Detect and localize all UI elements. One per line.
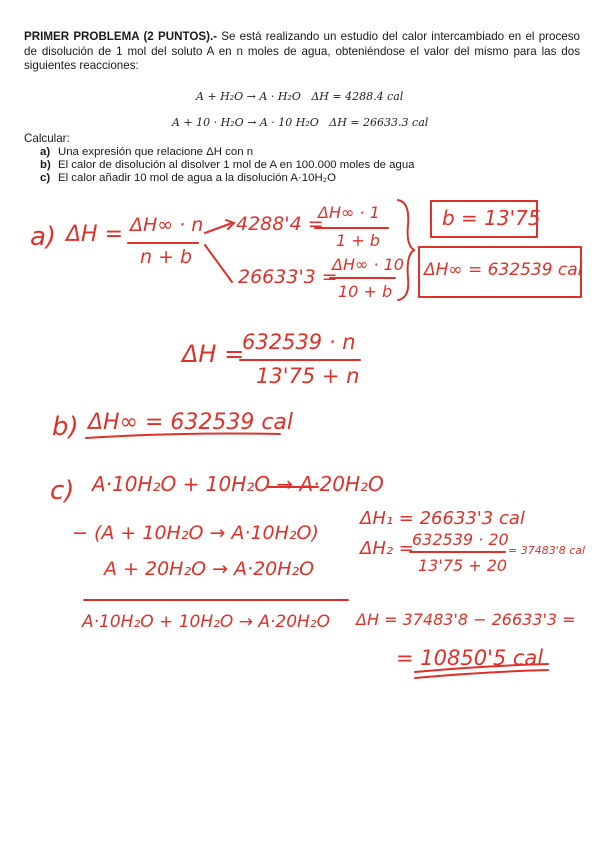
result-left: ΔH = [182,340,245,368]
eq1-numerator: ΔH∞ · 1 [318,203,380,222]
c-dh2-numerator: 632539 · 20 [412,530,509,549]
eq2-left: 26633'3 = [238,266,338,288]
formula-numerator: ΔH∞ · n [130,214,204,236]
c-reaction-4: A·10H₂O + 10H₂O → A·20H₂O [82,612,331,632]
box-b-text: b = 13'75 [442,206,541,230]
problem-heading: PRIMER PROBLEMA (2 PUNTOS).- [24,30,218,43]
c-dh2-denominator: 13'75 + 20 [418,556,508,575]
question-b-text: El calor de disolución al disolver 1 mol de A en 100.000 moles de agua [58,159,415,171]
reaction-1: A + H₂O → A · H₂O ΔH = 4288.4 cal [196,90,404,103]
c-dh1: ΔH₁ = 26633'3 cal [360,508,525,529]
question-c-text: El calor añadir 10 mol de agua a la disolución A·10H₂O [58,172,336,184]
part-a-label: a) [30,222,57,252]
branch-arrow [205,245,232,282]
c-final-2: = 10850'5 cal [396,646,544,670]
part-c-label: c) [50,476,75,506]
c-reaction-2: − (A + 10H₂O → A·10H₂O) [72,522,319,544]
box-b-result [430,200,541,238]
question-c-label: c) [40,172,51,184]
eq1-denominator: 1 + b [336,231,380,250]
part-b-label: b) [52,412,79,442]
box-dh-result [418,246,582,298]
reaction-2: A + 10 · H₂O → A · 10 H₂O ΔH = 26633.3 cal [172,116,429,129]
problem-text: Se está realizando un estudio del calor intercambiado en el proceso de disolución de 1 mol del soluto A en n moles de agua, obteniéndose el valor del mismo para las dos siguientes reacciones: [24,30,580,72]
question-a-label: a) [40,146,51,158]
c-dh2-value: = 37483'8 cal [508,544,586,557]
c-final-1: ΔH = 37483'8 − 26633'3 = [356,610,576,629]
eq2-numerator: ΔH∞ · 10 [332,255,404,274]
c-reaction-1: A·10H₂O + 10H₂O → A·20H₂O [92,472,384,496]
calcular-label: Calcular: [24,132,70,145]
result-numerator: 632539 · n [242,330,356,354]
question-b-label: b) [40,159,51,171]
box-dh-text: ΔH∞ = 632539 cal [424,260,583,280]
c-dh2-left: ΔH₂ = [360,538,414,559]
c-reaction-3: A + 20H₂O → A·20H₂O [104,558,315,580]
eq2-denominator: 10 + b [338,282,393,301]
part-b-result: ΔH∞ = 632539 cal [88,410,294,435]
result-denominator: 13'75 + n [256,364,360,388]
question-a-text: Una expresión que relacione ΔH con n [58,146,254,158]
formula-denominator: n + b [140,246,193,268]
formula-left: ΔH = [66,222,124,247]
eq1-left: 4288'4 = [236,213,324,235]
brace [398,200,414,300]
